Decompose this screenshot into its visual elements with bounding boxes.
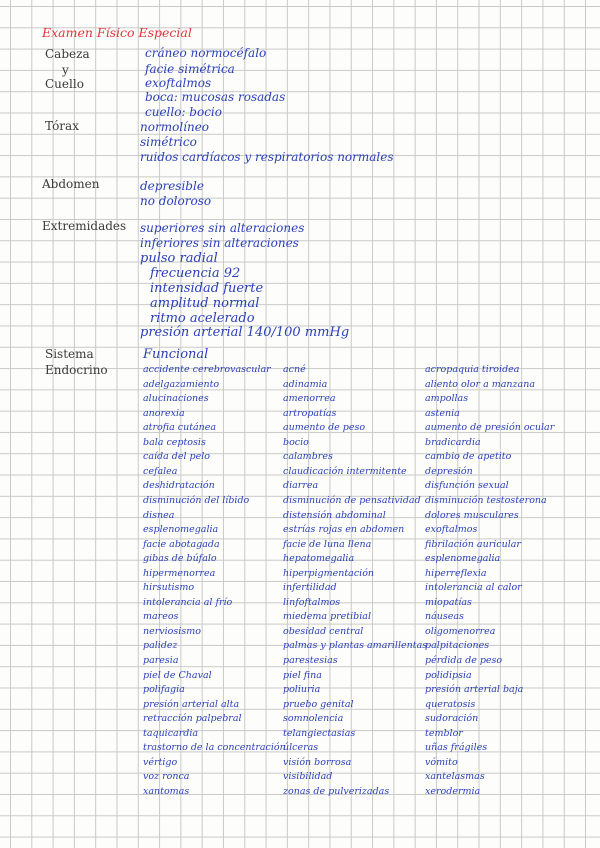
symptom-item: oligomenorrea: [425, 625, 496, 637]
section-label-sistema: Sistema: [45, 347, 94, 361]
symptom-item: palmas y plantas amarillentas: [283, 640, 428, 652]
symptom-item: poliuria: [283, 684, 321, 696]
symptom-item: depresión: [425, 465, 473, 477]
note-line: cráneo normocéfalo: [145, 46, 267, 60]
symptom-item: zonas de pulverizadas: [283, 785, 390, 797]
symptom-item: esplenomegalia: [425, 553, 501, 565]
symptom-item: hiperpigmentación: [283, 567, 375, 579]
note-line: pulso radial: [140, 251, 218, 266]
symptom-item: polifagia: [143, 684, 185, 696]
symptom-item: intolerancia al frío: [143, 596, 233, 608]
symptom-item: disfunción sexual: [425, 480, 509, 492]
note-line: ruidos cardíacos y respiratorios normales: [140, 150, 394, 164]
symptom-item: uñas frágiles: [425, 742, 488, 754]
note-line: frecuencia 92: [150, 266, 241, 281]
symptom-item: diarrea: [283, 480, 319, 492]
symptom-item: piel de Chaval: [143, 669, 212, 681]
symptom-item: hirsutismo: [143, 582, 195, 594]
symptom-item: xerodermia: [425, 785, 481, 797]
symptom-item: aumento de presión ocular: [425, 422, 555, 434]
symptom-item: astenia: [425, 407, 460, 419]
symptom-item: dolores musculares: [425, 509, 519, 521]
section-label-cabeza: Cabeza: [45, 47, 90, 61]
note-line: inferiores sin alteraciones: [140, 236, 299, 250]
symptom-item: amenorrea: [283, 393, 336, 405]
symptom-item: polidipsia: [425, 669, 472, 681]
symptom-item: infertilidad: [283, 582, 337, 594]
symptom-item: vómito: [425, 756, 458, 768]
symptom-item: náuseas: [425, 611, 464, 623]
symptom-item: facie de luna llena: [283, 538, 372, 550]
symptom-item: cambio de apetito: [425, 451, 512, 463]
symptom-item: estrías rojas en abdomen: [283, 524, 405, 536]
symptom-item: queratosis: [425, 698, 476, 710]
section-label-y: y: [62, 63, 69, 77]
symptom-item: palidez: [143, 640, 178, 652]
note-line: normolíneo: [140, 120, 210, 134]
note-line: superiores sin alteraciones: [140, 221, 305, 235]
note-line: exoftalmos: [145, 76, 212, 90]
symptom-item: pruebo genital: [283, 698, 354, 710]
page-title: Examen Físico Especial: [42, 25, 192, 40]
symptom-item: xantelasmas: [425, 771, 485, 783]
note-line: boca: mucosas rosadas: [145, 90, 286, 104]
symptom-item: intolerancia al calor: [425, 582, 522, 594]
symptom-item: hepatomegalia: [283, 553, 355, 565]
note-line: ritmo acelerado: [150, 311, 255, 326]
note-line: amplitud normal: [150, 296, 260, 311]
symptom-item: presión arterial alta: [143, 698, 240, 710]
section-label-cuello: Cuello: [45, 77, 84, 91]
symptom-item: adelgazamiento: [143, 378, 220, 390]
symptom-item: aumento de peso: [283, 422, 366, 434]
symptom-item: temblor: [425, 727, 463, 739]
symptom-item: disminución de pensatividad: [283, 494, 421, 506]
symptom-item: deshidratación: [143, 480, 215, 492]
symptom-item: artropatías: [283, 407, 337, 419]
note-line: intensidad fuerte: [150, 281, 264, 296]
symptom-item: distensión abdominal: [283, 509, 386, 521]
symptom-item: mareos: [143, 611, 179, 623]
section-label-endocrino: Endocrino: [45, 363, 108, 377]
symptom-item: claudicación intermitente: [283, 465, 407, 477]
symptom-item: caída del pelo: [143, 451, 211, 463]
symptom-item: aliento olor a manzana: [425, 378, 536, 390]
symptom-item: disminución testosterona: [425, 494, 547, 506]
symptom-item: atrofia cutánea: [143, 422, 217, 434]
symptom-item: somnolencia: [283, 713, 344, 725]
symptom-item: ampollas: [425, 393, 469, 405]
symptom-item: gibas de búfalo: [143, 553, 217, 565]
symptom-item: visibilidad: [283, 771, 333, 783]
section-label-torax: Tórax: [45, 119, 79, 133]
symptom-item: voz ronca: [143, 771, 190, 783]
section-label-extremidades: Extremidades: [42, 219, 127, 233]
section-label-abdomen: Abdomen: [42, 177, 100, 191]
symptom-item: calambres: [283, 451, 333, 463]
symptom-item: pérdida de peso: [425, 655, 503, 666]
symptom-item: miopatías: [425, 596, 472, 608]
note-line: presión arterial 140/100 mmHg: [140, 325, 350, 340]
symptom-item: telangiectasias: [283, 727, 356, 739]
symptom-item: adinamia: [283, 378, 328, 390]
symptom-item: úlceras: [283, 742, 319, 754]
symptom-item: exoftalmos: [425, 524, 478, 536]
symptom-item: bocio: [283, 436, 309, 448]
symptom-item: disnea: [143, 509, 175, 521]
note-line: depresible: [140, 179, 204, 193]
symptom-item: paresia: [143, 655, 179, 666]
note-line: facie simétrica: [145, 62, 235, 76]
symptom-item: linfoftalmos: [283, 596, 341, 608]
symptom-item: retracción palpebral: [143, 713, 242, 725]
symptom-item: presión arterial baja: [425, 684, 524, 696]
symptom-item: xantomas: [143, 785, 190, 797]
symptom-item: disminución del líbido: [143, 494, 250, 506]
symptom-item: parestesias: [283, 655, 338, 666]
symptom-item: obesidad central: [283, 625, 364, 637]
symptom-item: alucinaciones: [143, 393, 209, 405]
symptom-item: taquicardia: [143, 727, 199, 739]
symptom-item: hipermenorrea: [143, 567, 216, 579]
symptom-item: vértigo: [143, 756, 178, 768]
symptom-item: piel fina: [283, 669, 322, 681]
symptom-item: hiperreflexia: [425, 567, 487, 579]
note-line: simétrico: [140, 135, 197, 149]
symptom-item: bradicardia: [425, 436, 481, 448]
symptom-item: trastorno de la concentración: [143, 742, 286, 754]
symptom-item: sudoración: [425, 713, 479, 725]
symptom-item: nerviosismo: [143, 625, 201, 637]
symptom-item: miedema pretibial: [283, 611, 371, 623]
symptom-item: cefalea: [143, 465, 178, 477]
symptom-item: visión borrosa: [283, 756, 352, 768]
note-line: cuello: bocio: [145, 105, 222, 119]
symptom-item: bala ceptosis: [143, 436, 206, 448]
funcional-heading: Funcional: [143, 347, 209, 362]
symptom-item: acné: [283, 364, 306, 375]
note-line: no doloroso: [140, 194, 212, 208]
symptom-item: palpitaciones: [425, 640, 490, 652]
symptom-item: fibrilación auricular: [425, 538, 521, 550]
symptom-item: accidente cerebrovascular: [143, 364, 271, 375]
symptom-item: esplenomegalia: [143, 524, 219, 536]
symptom-item: facie abotagada: [143, 538, 220, 550]
symptom-item: acropaquia tiroidea: [425, 364, 520, 375]
symptom-item: anorexia: [143, 407, 185, 419]
